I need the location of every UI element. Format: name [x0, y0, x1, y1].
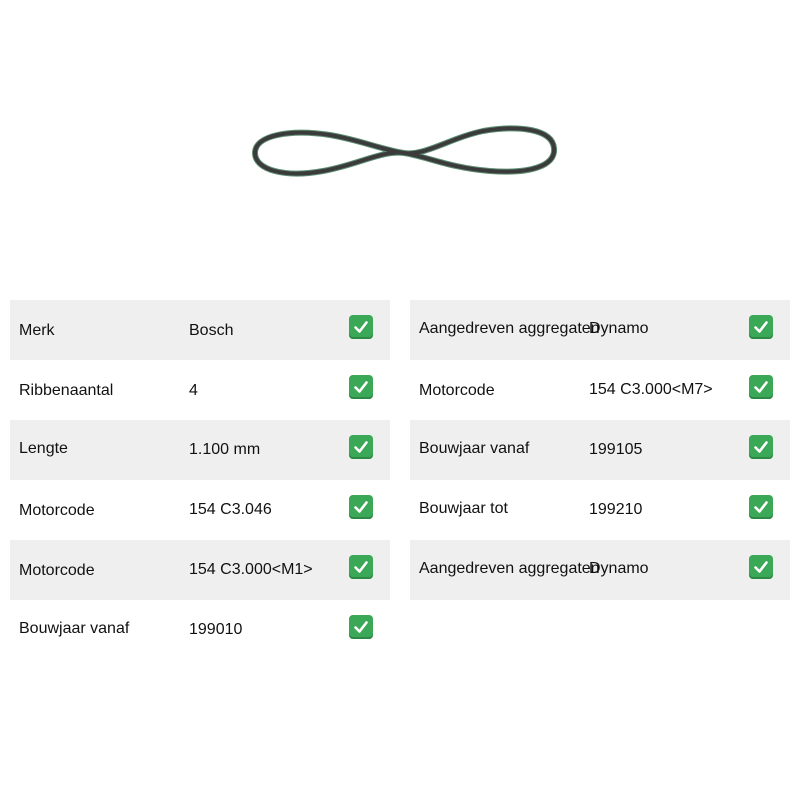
spec-label: Motorcode	[19, 502, 95, 519]
spec-row	[10, 300, 390, 360]
check-icon	[749, 555, 773, 579]
spec-label: Bouwjaar vanaf	[19, 620, 130, 637]
spec-label: Merk	[19, 322, 55, 339]
check-icon	[749, 435, 773, 459]
spec-value: 154 C3.046	[189, 501, 272, 518]
spec-row	[10, 600, 390, 660]
spec-label: Bouwjaar tot	[419, 500, 508, 517]
spec-value: 199210	[589, 501, 643, 518]
spec-label: Lengte	[19, 440, 68, 457]
spec-row	[410, 420, 790, 480]
spec-label: Ribbenaantal	[19, 382, 114, 399]
check-icon	[749, 495, 773, 519]
spec-row	[10, 480, 390, 540]
spec-row	[10, 360, 390, 420]
spec-value: 199010	[189, 621, 243, 638]
spec-label: Motorcode	[419, 382, 495, 399]
check-icon	[349, 615, 373, 639]
spec-table-right	[410, 300, 790, 600]
spec-row	[410, 300, 790, 360]
spec-value: Bosch	[189, 322, 234, 339]
check-icon	[349, 555, 373, 579]
spec-label: Aangedreven aggregaten	[419, 560, 600, 577]
spec-row	[10, 540, 390, 600]
spec-row	[410, 540, 790, 600]
spec-value: 1.100 mm	[189, 441, 261, 458]
spec-row	[10, 420, 390, 480]
spec-value: 154 C3.000<M7>	[589, 381, 713, 398]
check-icon	[349, 495, 373, 519]
belt-image	[245, 118, 563, 184]
spec-value: Dynamo	[589, 560, 649, 577]
spec-row	[410, 480, 790, 540]
check-icon	[349, 315, 373, 339]
spec-value: 154 C3.000<M1>	[189, 561, 313, 578]
spec-table-left	[10, 300, 390, 660]
spec-label: Motorcode	[19, 562, 95, 579]
check-icon	[749, 375, 773, 399]
product-image	[245, 118, 563, 184]
spec-value: 199105	[589, 441, 643, 458]
spec-value: Dynamo	[589, 320, 649, 337]
check-icon	[349, 375, 373, 399]
spec-value: 4	[189, 382, 198, 399]
check-icon	[349, 435, 373, 459]
check-icon	[749, 315, 773, 339]
spec-label: Bouwjaar vanaf	[419, 440, 530, 457]
spec-row	[410, 360, 790, 420]
spec-label: Aangedreven aggregaten	[419, 320, 600, 337]
